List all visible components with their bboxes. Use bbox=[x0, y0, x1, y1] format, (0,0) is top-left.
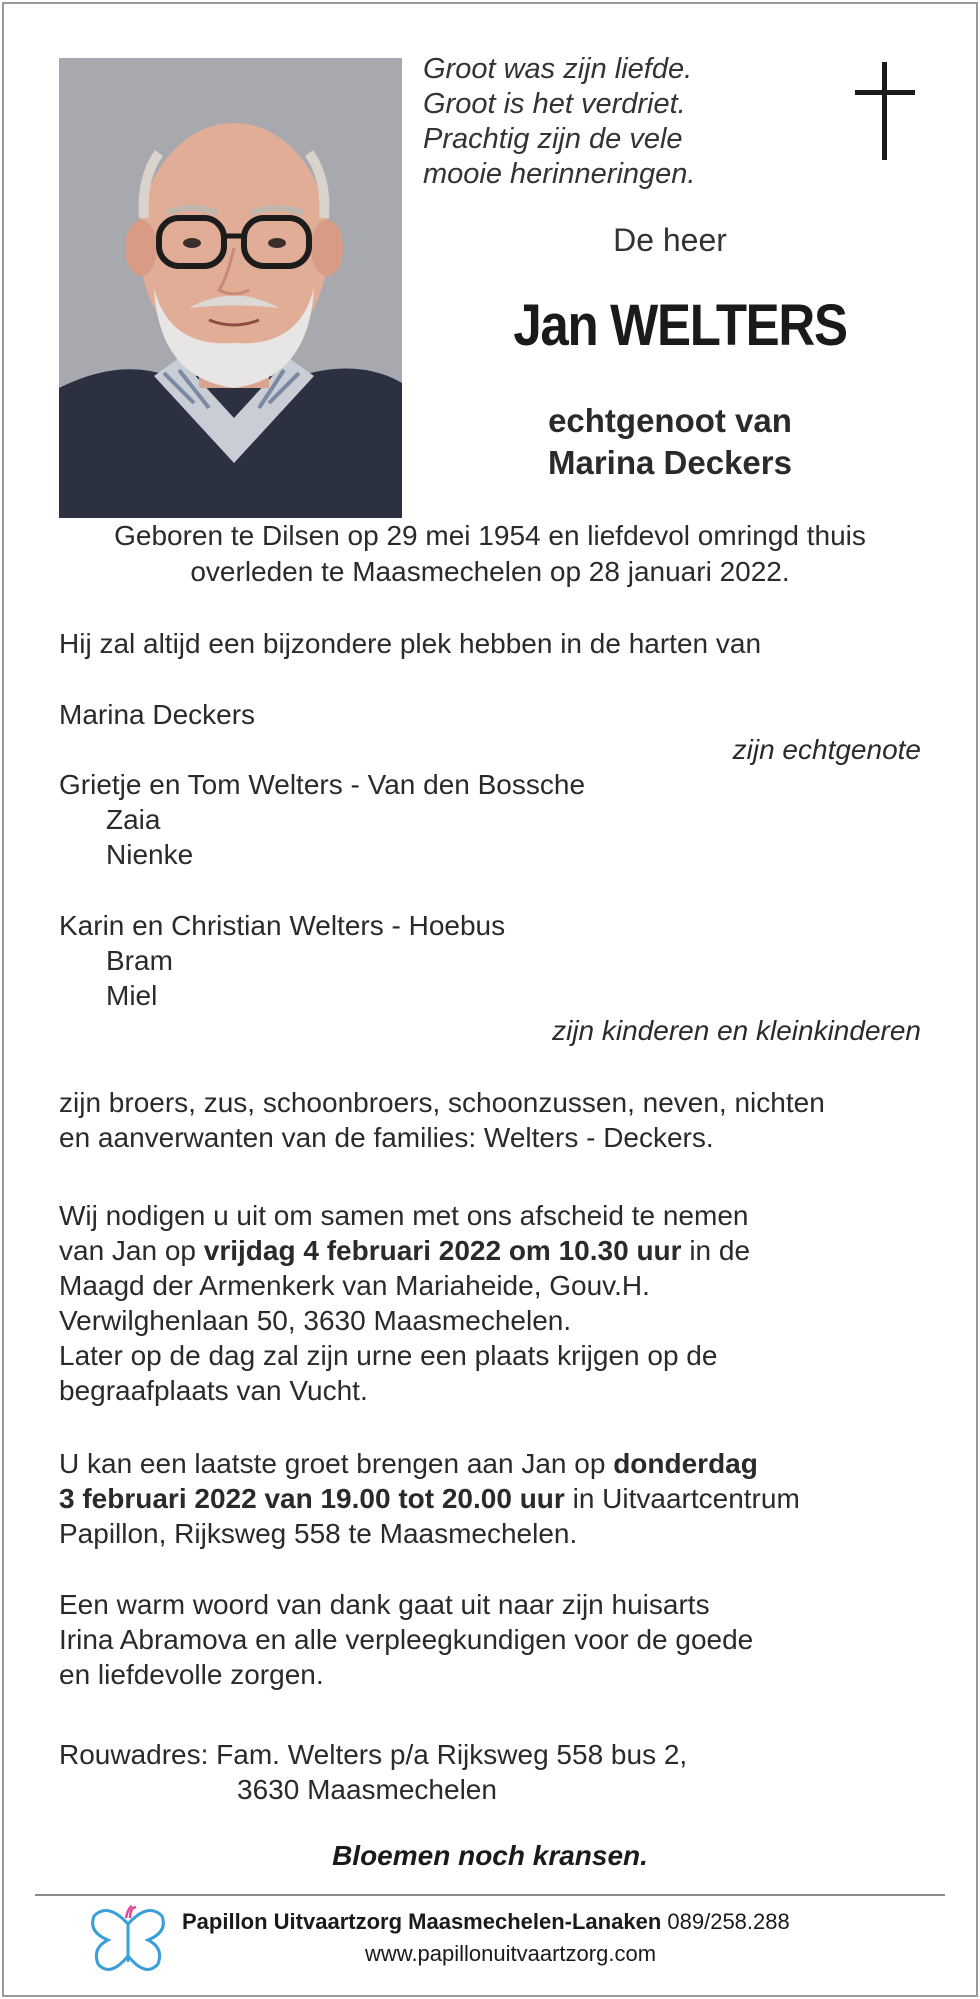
company-phone: 089/258.288 bbox=[667, 1909, 790, 1934]
address-line: Rouwadres: Fam. Welters p/a Rijksweg 558 bus 2, bbox=[59, 1739, 688, 1770]
poem bbox=[423, 52, 753, 192]
thanks-line: en liefdevolle zorgen. bbox=[59, 1659, 324, 1690]
wife-name: Marina Deckers bbox=[59, 699, 256, 730]
relatives-line: zijn broers, zus, schoonbroers, schoonzussen, neven, nichten bbox=[59, 1087, 825, 1118]
poem-line: mooie herinneringen. bbox=[423, 158, 696, 190]
mourning-address bbox=[59, 1737, 939, 1807]
thanks-line: Irina Abramova en alle verpleegkundigen voor de goede bbox=[59, 1624, 754, 1655]
company-name: Papillon Uitvaartzorg Maasmechelen-Lanaken bbox=[182, 1909, 662, 1934]
children-role: zijn kinderen en kleinkinderen bbox=[552, 1015, 921, 1046]
visit-line bbox=[59, 1446, 939, 1481]
family-intro: Hij zal altijd een bijzondere plek hebben in de harten van bbox=[59, 628, 762, 659]
thanks-line: Een warm woord van dank gaat uit naar zijn huisarts bbox=[59, 1589, 710, 1620]
grandchild: Bram bbox=[106, 945, 173, 976]
funeral-line: Wij nodigen u uit om samen met ons afscheid te nemen bbox=[59, 1200, 749, 1231]
grandchild: Miel bbox=[106, 980, 158, 1011]
thanks-info bbox=[59, 1587, 939, 1692]
visit-info bbox=[59, 1446, 939, 1551]
funeral-line: begraafplaats van Vucht. bbox=[59, 1375, 368, 1406]
poem-line: Groot is het verdriet. bbox=[423, 88, 686, 120]
poem-line: Groot was zijn liefde. bbox=[423, 53, 693, 85]
visit-day: donderdag bbox=[613, 1448, 758, 1479]
visit-text: in Uitvaartcentrum bbox=[564, 1483, 800, 1514]
cross-icon bbox=[855, 62, 915, 160]
spouse-name: Marina Deckers bbox=[548, 444, 792, 481]
grandchild: Nienke bbox=[106, 839, 194, 870]
funeral-text: van Jan op bbox=[59, 1235, 204, 1266]
funeral-line bbox=[59, 1233, 939, 1268]
address-line: 3630 Maasmechelen bbox=[237, 1774, 497, 1805]
family-2: Karin en Christian Welters - Hoebus bbox=[59, 910, 506, 941]
funeral-info bbox=[59, 1198, 939, 1408]
poem-line: Prachtig zijn de vele bbox=[423, 123, 683, 155]
birth-death-info bbox=[40, 518, 940, 590]
funeral-text: in de bbox=[681, 1235, 751, 1266]
spouse-info bbox=[420, 400, 920, 484]
butterfly-logo-icon bbox=[88, 1904, 168, 1979]
visit-line bbox=[59, 1481, 939, 1516]
visit-line: Papillon, Rijksweg 558 te Maasmechelen. bbox=[59, 1518, 578, 1549]
birth-line: Geboren te Dilsen op 29 mei 1954 en liefdevol omringd thuis bbox=[114, 520, 866, 551]
visit-date: 3 februari 2022 van 19.00 tot 20.00 uur bbox=[59, 1483, 565, 1514]
divider bbox=[35, 1894, 945, 1896]
family-1: Grietje en Tom Welters - Van den Bossche bbox=[59, 769, 586, 800]
deceased-name: Jan WELTERS bbox=[513, 293, 847, 358]
funeral-home bbox=[182, 1906, 942, 1970]
funeral-line: Maagd der Armenkerk van Mariaheide, Gouv.H. bbox=[59, 1270, 650, 1301]
portrait-photo bbox=[59, 58, 402, 518]
relatives-line: en aanverwanten van de families: Welters - Deckers. bbox=[59, 1122, 714, 1153]
death-line: overleden te Maasmechelen op 28 januari 2022. bbox=[190, 556, 790, 587]
funeral-date: vrijdag 4 februari 2022 om 10.30 uur bbox=[203, 1235, 682, 1266]
funeral-line: Verwilghenlaan 50, 3630 Maasmechelen. bbox=[59, 1305, 572, 1336]
wife-role: zijn echtgenote bbox=[732, 734, 921, 765]
company-row bbox=[182, 1906, 942, 1938]
salutation: De heer bbox=[613, 222, 727, 258]
company-website[interactable]: www.papillonuitvaartzorg.com bbox=[365, 1941, 657, 1966]
visit-text: U kan een laatste groet brengen aan Jan op bbox=[59, 1448, 614, 1479]
flowers-note: Bloemen noch kransen. bbox=[332, 1840, 648, 1871]
funeral-line: Later op de dag zal zijn urne een plaats krijgen op de bbox=[59, 1340, 718, 1371]
spouse-line: echtgenoot van bbox=[548, 402, 792, 439]
grandchild: Zaia bbox=[106, 804, 161, 835]
